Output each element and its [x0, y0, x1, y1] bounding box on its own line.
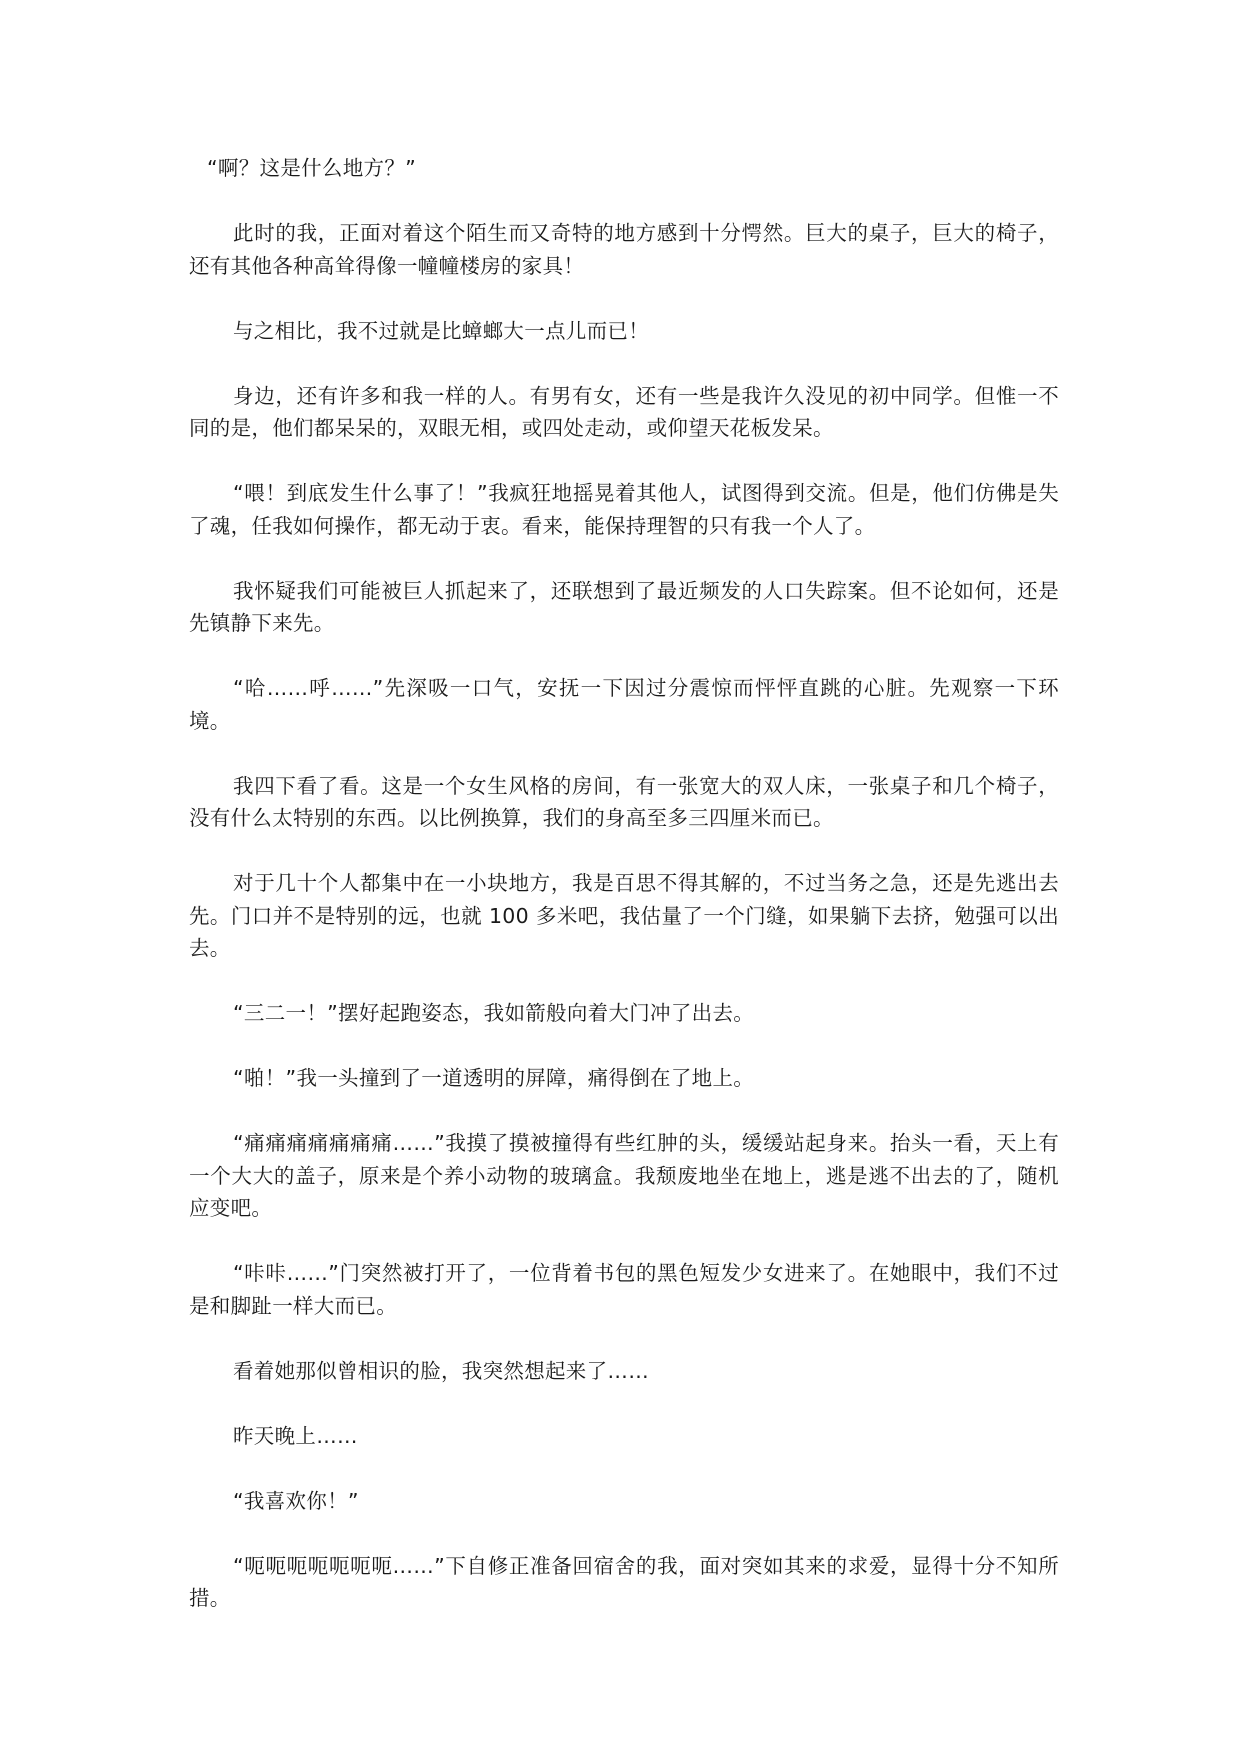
paragraph-3: 与之相比，我不过就是比蟑螂大一点儿而已！: [233, 318, 649, 343]
paragraph-8: 我四下看了看。这是一个女生风格的房间，有一张宽大的双人床，一张桌子和几个椅子，没有什么太特别的东西。以比例换算，我们的身高至多三四厘米而已。: [189, 773, 1059, 830]
paragraph-16: “我喜欢你！”: [233, 1488, 359, 1513]
paragraph-13: “咔咔……”门突然被打开了，一位背着书包的黑色短发少女进来了。在她眼中，我们不过是和脚趾一样大而已。: [189, 1261, 1059, 1318]
paragraph-7: “哈……呼……”先深吸一口气，安抚一下因过分震惊而怦怦直跳的心脏。先观察一下环境。: [189, 676, 1059, 733]
paragraph-17: “呃呃呃呃呃呃呃……”下自修正准备回宿舍的我，面对突如其来的求爱，显得十分不知所措。: [189, 1553, 1059, 1610]
document-page: [189, 152, 1059, 1647]
paragraph-11: “啪！”我一头撞到了一道透明的屏障，痛得倒在了地上。: [233, 1066, 755, 1090]
paragraph-1: “啊？这是什么地方？”: [207, 156, 417, 180]
paragraph-10: “三二一！”摆好起跑姿态，我如箭般向着大门冲了出去。: [233, 1001, 755, 1025]
paragraph-6: 我怀疑我们可能被巨人抓起来了，还联想到了最近频发的人口失踪案。但不论如何，还是先镇静下来先。: [189, 578, 1059, 635]
paragraph-4: 身边，还有许多和我一样的人。有男有女，还有一些是我许久没见的初中同学。但惟一不同的是，他们都呆呆的，双眼无相，或四处走动，或仰望天花板发呆。: [189, 383, 1059, 440]
paragraph-2: 此时的我，正面对着这个陌生而又奇特的地方感到十分愕然。巨大的桌子，巨大的椅子，还有其他各种高耸得像一幢幢楼房的家具！: [189, 221, 1059, 278]
paragraph-5: “喂！到底发生什么事了！”我疯狂地摇晃着其他人，试图得到交流。但是，他们仿佛是失了魂，任我如何操作，都无动于衷。看来，能保持理智的只有我一个人了。: [189, 481, 1059, 538]
paragraph-12: “痛痛痛痛痛痛痛……”我摸了摸被撞得有些红肿的头，缓缓站起身来。抬头一看，天上有一个大大的盖子，原来是个养小动物的玻璃盒。我颓废地坐在地上，逃是逃不出去的了，随机应变吧。: [189, 1131, 1059, 1220]
paragraph-14: 看着她那似曾相识的脸，我突然想起来了……: [233, 1358, 649, 1383]
paragraph-9: 对于几十个人都集中在一小块地方，我是百思不得其解的，不过当务之急，还是先逃出去先。门口并不是特别的远，也就 100 多米吧，我估量了一个门缝，如果躺下去挤，勉强可以出去。: [189, 871, 1059, 960]
paragraph-15: 昨天晚上……: [233, 1423, 358, 1448]
